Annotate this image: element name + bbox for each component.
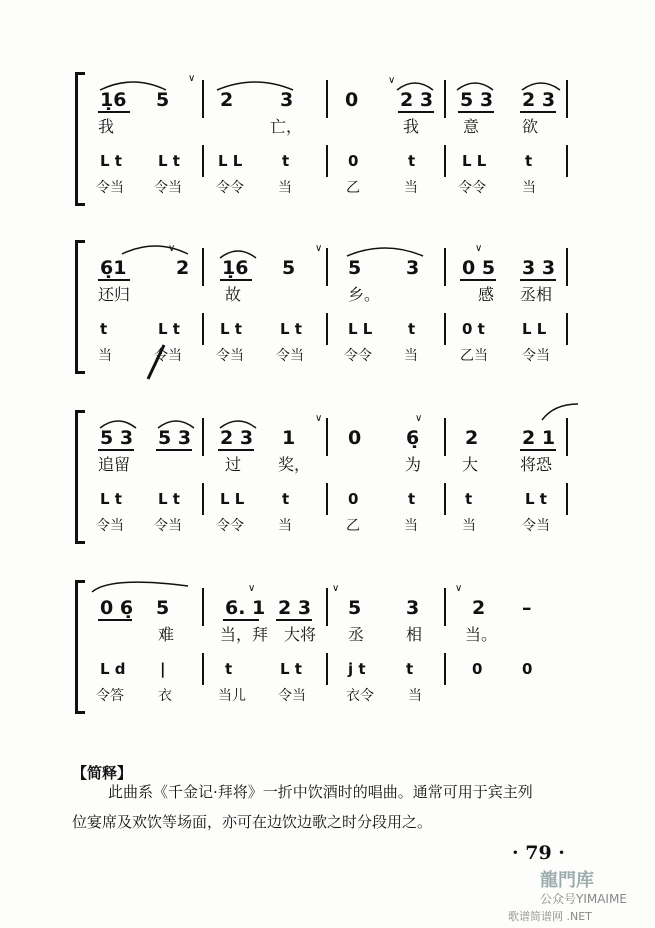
barline [566, 418, 568, 456]
note: 6̣ [406, 427, 420, 449]
lyric: 将恐 [520, 455, 553, 474]
lyric: 奖， [278, 455, 311, 474]
barline [566, 145, 568, 177]
percussion-note: L t [158, 152, 180, 170]
percussion-syllable: 令令 [344, 348, 372, 364]
beam-underline [218, 449, 254, 451]
percussion-note: | [160, 660, 166, 678]
note: 5 [156, 89, 170, 111]
percussion-note: t [282, 152, 290, 170]
lyric: 追留 [98, 455, 131, 474]
note: 0 [345, 89, 359, 111]
beam-underline [223, 619, 259, 621]
beam-underline [98, 449, 134, 451]
percussion-note: t [100, 320, 108, 338]
barline [444, 248, 446, 286]
watermark-line-2: 歌谱简谱网 .NET [508, 910, 592, 923]
note: 2 [465, 427, 479, 449]
beam-underline [98, 279, 130, 281]
note: 3 [280, 89, 294, 111]
percussion-note: 0 [348, 490, 359, 508]
note: 2 3 [220, 427, 254, 449]
percussion-syllable: 令当 [154, 348, 182, 364]
system-bracket [75, 410, 85, 544]
barline [326, 313, 328, 345]
barline [326, 483, 328, 515]
page-number: · 79 · [512, 842, 565, 864]
lyric: 我 [403, 117, 420, 136]
percussion-syllable: 令令 [216, 180, 244, 196]
music-system-4 [70, 583, 575, 708]
barline [444, 588, 446, 626]
percussion-note: L t [158, 320, 180, 338]
percussion-syllable: 令当 [276, 348, 304, 364]
percussion-note: t [225, 660, 233, 678]
percussion-note: 0 t [462, 320, 485, 338]
breath-mark: ∨ [388, 75, 396, 86]
percussion-note: L L [462, 152, 487, 170]
percussion-note: L L [218, 152, 243, 170]
percussion-syllable: 当 [404, 348, 418, 364]
note: 0 6̣ [100, 597, 134, 619]
note: 1̣6 [100, 89, 127, 111]
system-bracket [75, 240, 85, 374]
percussion-note: t [282, 490, 290, 508]
breath-mark: ∨ [415, 413, 423, 424]
barline [566, 80, 568, 118]
barline [202, 653, 204, 685]
beam-underline [98, 619, 132, 621]
barline [326, 418, 328, 456]
lyric: 感 [478, 285, 495, 304]
percussion-note: L d [100, 660, 126, 678]
note: 5 3 [460, 89, 494, 111]
percussion-syllable: 令令 [458, 180, 486, 196]
percussion-note: L L [348, 320, 373, 338]
lyric: 意 [463, 117, 480, 136]
note: 2 [472, 597, 486, 619]
note: 2 [220, 89, 234, 111]
barline [326, 145, 328, 177]
percussion-syllable: 当 [462, 518, 476, 534]
percussion-note: t [408, 152, 416, 170]
percussion-syllable: 令令 [216, 518, 244, 534]
percussion-syllable: 乙当 [460, 348, 488, 364]
percussion-note: 0 [522, 660, 533, 678]
note: 6̣1 [100, 257, 127, 279]
percussion-syllable: 当 [404, 518, 418, 534]
beam-underline [220, 279, 252, 281]
barline [202, 145, 204, 177]
percussion-note: t [465, 490, 473, 508]
note: 5 [282, 257, 296, 279]
beam-underline [460, 279, 496, 281]
note: 1 [282, 427, 296, 449]
barline [202, 418, 204, 456]
percussion-syllable: 令当 [154, 180, 182, 196]
percussion-syllable: 当儿 [218, 688, 246, 704]
percussion-syllable: 当 [408, 688, 422, 704]
beam-underline [98, 111, 130, 113]
percussion-syllable: 令当 [216, 348, 244, 364]
barline [566, 313, 568, 345]
percussion-note: 0 [348, 152, 359, 170]
breath-mark: ∨ [332, 583, 340, 594]
beam-underline [398, 111, 434, 113]
percussion-note: L t [280, 320, 302, 338]
note: 5 3 [100, 427, 134, 449]
barline [202, 483, 204, 515]
barline [202, 80, 204, 118]
percussion-syllable: 当 [522, 180, 536, 196]
barline [202, 588, 204, 626]
system-bracket [75, 580, 85, 714]
barline [444, 145, 446, 177]
percussion-note: L t [220, 320, 242, 338]
music-system-2 [70, 243, 575, 368]
section-title: 【简释】 [72, 764, 133, 782]
percussion-note: L L [522, 320, 547, 338]
barline [444, 418, 446, 456]
lyric: 丞 [348, 625, 365, 644]
percussion-note: t [406, 660, 414, 678]
percussion-syllable: 衣令 [346, 688, 374, 704]
barline [444, 483, 446, 515]
percussion-syllable: 令当 [96, 518, 124, 534]
lyric: 丞相 [520, 285, 553, 304]
explanation-line-1: 此曲系《千金记·拜将》一折中饮酒时的唱曲。通常可用于宾主列 [108, 783, 533, 801]
breath-mark: ∨ [315, 413, 323, 424]
lyric: 亡， [270, 117, 303, 136]
barline [444, 653, 446, 685]
percussion-note: t [525, 152, 533, 170]
lyric: 当，拜 [220, 625, 269, 644]
barline [326, 80, 328, 118]
barline [202, 248, 204, 286]
beam-underline [520, 111, 556, 113]
percussion-note: L t [280, 660, 302, 678]
barline [326, 248, 328, 286]
slur [90, 578, 190, 594]
watermark-logo: 龍門库 [540, 870, 594, 891]
percussion-note: j t [348, 660, 366, 678]
lyric: 大将 [284, 625, 317, 644]
slur [120, 242, 190, 256]
note: 2 1 [522, 427, 556, 449]
barline [444, 313, 446, 345]
lyric: 还归 [98, 285, 131, 304]
percussion-syllable: 令当 [522, 518, 550, 534]
percussion-note: L t [100, 490, 122, 508]
explanation-line-2: 位宴席及欢饮等场面，亦可在边饮边歌之时分段用之。 [72, 813, 433, 831]
beam-underline [156, 449, 192, 451]
barline [444, 80, 446, 118]
percussion-note: t [408, 490, 416, 508]
percussion-syllable: 令当 [96, 180, 124, 196]
note: 5 [156, 597, 170, 619]
note: 2 3 [522, 89, 556, 111]
lyric: 为 [405, 455, 422, 474]
breath-mark: ∨ [248, 583, 256, 594]
note: 2 3 [278, 597, 312, 619]
system-bracket [75, 72, 85, 206]
barline [202, 313, 204, 345]
note: 0 [348, 427, 362, 449]
breath-mark: ∨ [315, 243, 323, 254]
lyric: 故 [225, 285, 242, 304]
lyric: 难 [158, 625, 175, 644]
breath-mark: ∨ [475, 243, 483, 254]
percussion-note: L t [100, 152, 122, 170]
slur [540, 402, 580, 422]
percussion-note: L t [525, 490, 547, 508]
lyric: 过 [225, 455, 242, 474]
percussion-syllable: 令当 [522, 348, 550, 364]
barline [326, 653, 328, 685]
percussion-note: L t [158, 490, 180, 508]
note: 5 [348, 597, 362, 619]
pen-stroke [142, 343, 172, 383]
beam-underline [276, 619, 312, 621]
note: – [522, 597, 532, 619]
lyric: 当。 [465, 625, 498, 644]
percussion-syllable: 乙 [346, 518, 360, 534]
barline [326, 588, 328, 626]
barline [566, 248, 568, 286]
percussion-syllable: 令当 [154, 518, 182, 534]
music-system-3 [70, 413, 575, 538]
percussion-syllable: 当 [278, 180, 292, 196]
lyric: 乡。 [348, 285, 381, 304]
lyric: 我 [98, 117, 115, 136]
note: 5 3 [158, 427, 192, 449]
percussion-syllable: 令答 [96, 688, 124, 704]
barline [566, 483, 568, 515]
music-system-1 [70, 73, 575, 200]
note: 5 [348, 257, 362, 279]
lyric: 大 [462, 455, 479, 474]
percussion-syllable: 当 [98, 348, 112, 364]
note: 6. 1 [225, 597, 266, 619]
note: 0 5 [462, 257, 496, 279]
slur [345, 244, 425, 258]
note: 1̣6 [222, 257, 249, 279]
breath-mark: ∨ [168, 243, 176, 254]
note: 2 [176, 257, 190, 279]
percussion-note: 0 [472, 660, 483, 678]
percussion-syllable: 当 [404, 180, 418, 196]
percussion-syllable: 当 [278, 518, 292, 534]
percussion-syllable: 令当 [278, 688, 306, 704]
breath-mark: ∨ [188, 73, 196, 84]
note: 2 3 [400, 89, 434, 111]
beam-underline [458, 111, 494, 113]
percussion-syllable: 乙 [346, 180, 360, 196]
breath-mark: ∨ [455, 583, 463, 594]
watermark-line-1: 公众号YIMAIME [540, 892, 627, 906]
percussion-note: t [408, 320, 416, 338]
note: 3 [406, 257, 420, 279]
note: 3 [406, 597, 420, 619]
beam-underline [520, 279, 556, 281]
percussion-note: L L [220, 490, 245, 508]
lyric: 相 [406, 625, 423, 644]
percussion-syllable: 衣 [158, 688, 172, 704]
lyric: 欲 [522, 117, 539, 136]
note: 3 3 [522, 257, 556, 279]
beam-underline [520, 449, 556, 451]
